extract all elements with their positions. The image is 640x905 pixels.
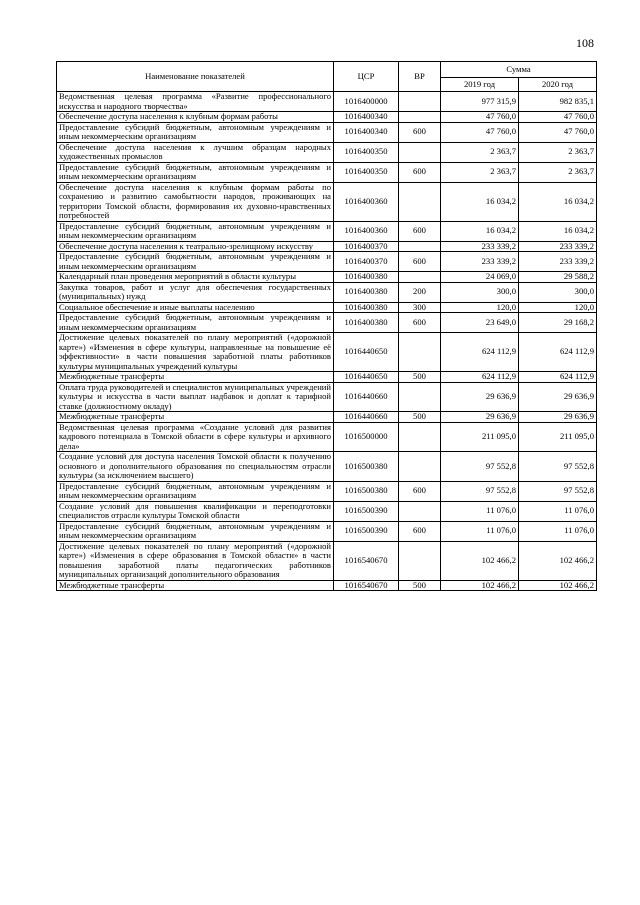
row-vr xyxy=(399,142,441,162)
row-amount-2020: 624 112,9 xyxy=(519,333,597,372)
row-vr: 200 xyxy=(399,282,441,302)
row-amount-2019: 2 363,7 xyxy=(441,162,519,182)
table-row xyxy=(57,142,597,162)
row-name: Создание условий для повышения квалификации и переподготовки специалистов отрасли культуры Томской области xyxy=(57,501,334,521)
row-csr: 1016440650 xyxy=(334,333,399,372)
row-csr: 1016400360 xyxy=(334,182,399,221)
table-row xyxy=(57,302,597,313)
row-amount-2019: 102 466,2 xyxy=(441,580,519,591)
row-csr: 1016400360 xyxy=(334,221,399,241)
row-amount-2019: 233 339,2 xyxy=(441,252,519,272)
row-csr: 1016440660 xyxy=(334,412,399,423)
row-vr: 600 xyxy=(399,313,441,333)
row-amount-2019: 211 095,0 xyxy=(441,422,519,452)
row-csr: 1016540670 xyxy=(334,580,399,591)
header-csr: ЦСР xyxy=(334,62,399,92)
row-amount-2020: 624 112,9 xyxy=(519,372,597,383)
row-csr: 1016400340 xyxy=(334,112,399,123)
row-vr: 600 xyxy=(399,221,441,241)
budget-table xyxy=(56,61,597,591)
row-csr: 1016400380 xyxy=(334,302,399,313)
row-name: Ведомственная целевая программа «Развитие профессионального искусства и народного творчества» xyxy=(57,92,334,112)
row-csr: 1016500390 xyxy=(334,521,399,541)
row-amount-2020: 211 095,0 xyxy=(519,422,597,452)
row-name: Предоставление субсидий бюджетным, автономным учреждениям и иным некоммерческим организациям xyxy=(57,481,334,501)
row-name: Ведомственная целевая программа «Создание условий для развития кадрового потенциала в Томской области в сфере культуры и архивного дела» xyxy=(57,422,334,452)
table-row xyxy=(57,333,597,372)
row-csr: 1016500390 xyxy=(334,501,399,521)
row-vr: 500 xyxy=(399,412,441,423)
table-row xyxy=(57,541,597,580)
row-csr: 1016500380 xyxy=(334,452,399,482)
row-amount-2020: 233 339,2 xyxy=(519,252,597,272)
row-csr: 1016400350 xyxy=(334,162,399,182)
row-amount-2020: 11 076,0 xyxy=(519,501,597,521)
row-amount-2019: 16 034,2 xyxy=(441,182,519,221)
row-csr: 1016500000 xyxy=(334,422,399,452)
row-csr: 1016400370 xyxy=(334,241,399,252)
row-name: Закупка товаров, работ и услуг для обеспечения государственных (муниципальных) нужд xyxy=(57,282,334,302)
row-vr: 500 xyxy=(399,372,441,383)
table-row xyxy=(57,92,597,112)
row-name: Создание условий для доступа населения Томской области к получению основного и дополнительного образования по специальностям отрасли культуры (за исключением высшего) xyxy=(57,452,334,482)
row-amount-2020: 102 466,2 xyxy=(519,580,597,591)
table-body xyxy=(57,92,597,591)
row-vr: 600 xyxy=(399,521,441,541)
row-name: Обеспечение доступа населения к клубным формам работы по сохранению и развитию самобытности народов, проживающих на территории Томской области, формирования их духовно-нравственных потребностей xyxy=(57,182,334,221)
row-vr xyxy=(399,182,441,221)
row-name: Межбюджетные трансферты xyxy=(57,412,334,423)
page-number: 108 xyxy=(576,36,594,50)
row-amount-2019: 97 552,8 xyxy=(441,481,519,501)
row-csr: 1016400000 xyxy=(334,92,399,112)
row-vr: 300 xyxy=(399,302,441,313)
row-amount-2020: 233 339,2 xyxy=(519,241,597,252)
row-name: Предоставление субсидий бюджетным, автономным учреждениям и иным некоммерческим организациям xyxy=(57,162,334,182)
row-amount-2019: 624 112,9 xyxy=(441,372,519,383)
row-csr: 1016400350 xyxy=(334,142,399,162)
row-name: Предоставление субсидий бюджетным, автономным учреждениям и иным некоммерческим организациям xyxy=(57,252,334,272)
row-amount-2020: 47 760,0 xyxy=(519,112,597,123)
row-amount-2019: 977 315,9 xyxy=(441,92,519,112)
table-row xyxy=(57,252,597,272)
row-amount-2020: 2 363,7 xyxy=(519,162,597,182)
row-amount-2019: 24 069,0 xyxy=(441,272,519,283)
row-name: Предоставление субсидий бюджетным, автономным учреждениям и иным некоммерческим организациям xyxy=(57,521,334,541)
row-vr xyxy=(399,92,441,112)
row-amount-2019: 300,0 xyxy=(441,282,519,302)
row-name: Достижение целевых показателей по плану мероприятий («дорожной карте») «Изменения в сфере культуры, направленные на повышение её эффективности» в части повышения заработной платы работников культуры муниципальных учреждений культуры xyxy=(57,333,334,372)
row-amount-2019: 624 112,9 xyxy=(441,333,519,372)
table-row xyxy=(57,241,597,252)
row-amount-2020: 2 363,7 xyxy=(519,142,597,162)
row-vr: 500 xyxy=(399,580,441,591)
row-amount-2020: 47 760,0 xyxy=(519,122,597,142)
row-vr: 600 xyxy=(399,122,441,142)
row-amount-2020: 120,0 xyxy=(519,302,597,313)
row-vr xyxy=(399,422,441,452)
header-name: Наименование показателей xyxy=(57,62,334,92)
row-amount-2020: 29 636,9 xyxy=(519,382,597,412)
row-vr xyxy=(399,272,441,283)
table-row xyxy=(57,313,597,333)
row-amount-2020: 16 034,2 xyxy=(519,182,597,221)
row-amount-2020: 29 168,2 xyxy=(519,313,597,333)
row-name: Межбюджетные трансферты xyxy=(57,580,334,591)
table-row xyxy=(57,162,597,182)
row-amount-2019: 120,0 xyxy=(441,302,519,313)
row-amount-2019: 233 339,2 xyxy=(441,241,519,252)
row-csr: 1016400380 xyxy=(334,282,399,302)
row-amount-2019: 97 552,8 xyxy=(441,452,519,482)
table-row xyxy=(57,382,597,412)
row-name: Предоставление субсидий бюджетным, автономным учреждениям и иным некоммерческим организациям xyxy=(57,122,334,142)
row-vr xyxy=(399,382,441,412)
row-name: Достижение целевых показателей по плану мероприятий («дорожной карте») «Изменения в сфере образования в Томской области» в части повышения заработной платы педагогических работников муниципальных организаций дополнительного образования xyxy=(57,541,334,580)
row-csr: 1016540670 xyxy=(334,541,399,580)
row-amount-2020: 97 552,8 xyxy=(519,481,597,501)
table-row xyxy=(57,521,597,541)
row-amount-2019: 47 760,0 xyxy=(441,112,519,123)
row-csr: 1016400340 xyxy=(334,122,399,142)
row-name: Межбюджетные трансферты xyxy=(57,372,334,383)
table-row xyxy=(57,501,597,521)
table-row xyxy=(57,481,597,501)
row-amount-2019: 11 076,0 xyxy=(441,501,519,521)
row-amount-2020: 11 076,0 xyxy=(519,521,597,541)
row-amount-2019: 16 034,2 xyxy=(441,221,519,241)
row-amount-2020: 102 466,2 xyxy=(519,541,597,580)
row-vr: 600 xyxy=(399,162,441,182)
row-name: Оплата труда руководителей и специалистов муниципальных учреждений культуры и искусства в части выплат надбавок и доплат к тарифной ставке (должностному окладу) xyxy=(57,382,334,412)
table-row xyxy=(57,372,597,383)
row-name: Предоставление субсидий бюджетным, автономным учреждениям и иным некоммерческим организациям xyxy=(57,221,334,241)
row-vr xyxy=(399,452,441,482)
row-amount-2020: 16 034,2 xyxy=(519,221,597,241)
table-row xyxy=(57,221,597,241)
table-row xyxy=(57,112,597,123)
row-amount-2019: 2 363,7 xyxy=(441,142,519,162)
table-row xyxy=(57,182,597,221)
row-vr xyxy=(399,112,441,123)
row-amount-2019: 29 636,9 xyxy=(441,412,519,423)
row-amount-2019: 23 649,0 xyxy=(441,313,519,333)
row-amount-2020: 29 588,2 xyxy=(519,272,597,283)
row-amount-2019: 11 076,0 xyxy=(441,521,519,541)
row-vr xyxy=(399,241,441,252)
header-year-2019: 2019 год xyxy=(441,78,519,92)
row-csr: 1016500380 xyxy=(334,481,399,501)
table-row xyxy=(57,452,597,482)
row-amount-2020: 982 835,1 xyxy=(519,92,597,112)
row-amount-2019: 102 466,2 xyxy=(441,541,519,580)
row-vr: 600 xyxy=(399,252,441,272)
header-vr: ВР xyxy=(399,62,441,92)
row-csr: 1016440650 xyxy=(334,372,399,383)
row-name: Обеспечение доступа населения к лучшим образцам народных художественных промыслов xyxy=(57,142,334,162)
table-row xyxy=(57,422,597,452)
row-name: Обеспечение доступа населения к клубным формам работы xyxy=(57,112,334,123)
row-name: Обеспечение доступа населения к театрально-зрелищному искусству xyxy=(57,241,334,252)
table-row xyxy=(57,272,597,283)
row-amount-2020: 97 552,8 xyxy=(519,452,597,482)
row-csr: 1016400380 xyxy=(334,272,399,283)
row-amount-2020: 300,0 xyxy=(519,282,597,302)
row-name: Календарный план проведения мероприятий в области культуры xyxy=(57,272,334,283)
header-sum: Сумма xyxy=(441,62,597,78)
row-name: Социальное обеспечение и иные выплаты населению xyxy=(57,302,334,313)
row-vr xyxy=(399,541,441,580)
table-row xyxy=(57,412,597,423)
row-vr xyxy=(399,501,441,521)
row-name: Предоставление субсидий бюджетным, автономным учреждениям и иным некоммерческим организациям xyxy=(57,313,334,333)
header-year-2020: 2020 год xyxy=(519,78,597,92)
row-csr: 1016400370 xyxy=(334,252,399,272)
row-vr xyxy=(399,333,441,372)
table-row xyxy=(57,282,597,302)
row-amount-2019: 47 760,0 xyxy=(441,122,519,142)
table-row xyxy=(57,122,597,142)
row-csr: 1016440660 xyxy=(334,382,399,412)
row-amount-2020: 29 636,9 xyxy=(519,412,597,423)
row-amount-2019: 29 636,9 xyxy=(441,382,519,412)
row-csr: 1016400380 xyxy=(334,313,399,333)
table-row xyxy=(57,580,597,591)
row-vr: 600 xyxy=(399,481,441,501)
